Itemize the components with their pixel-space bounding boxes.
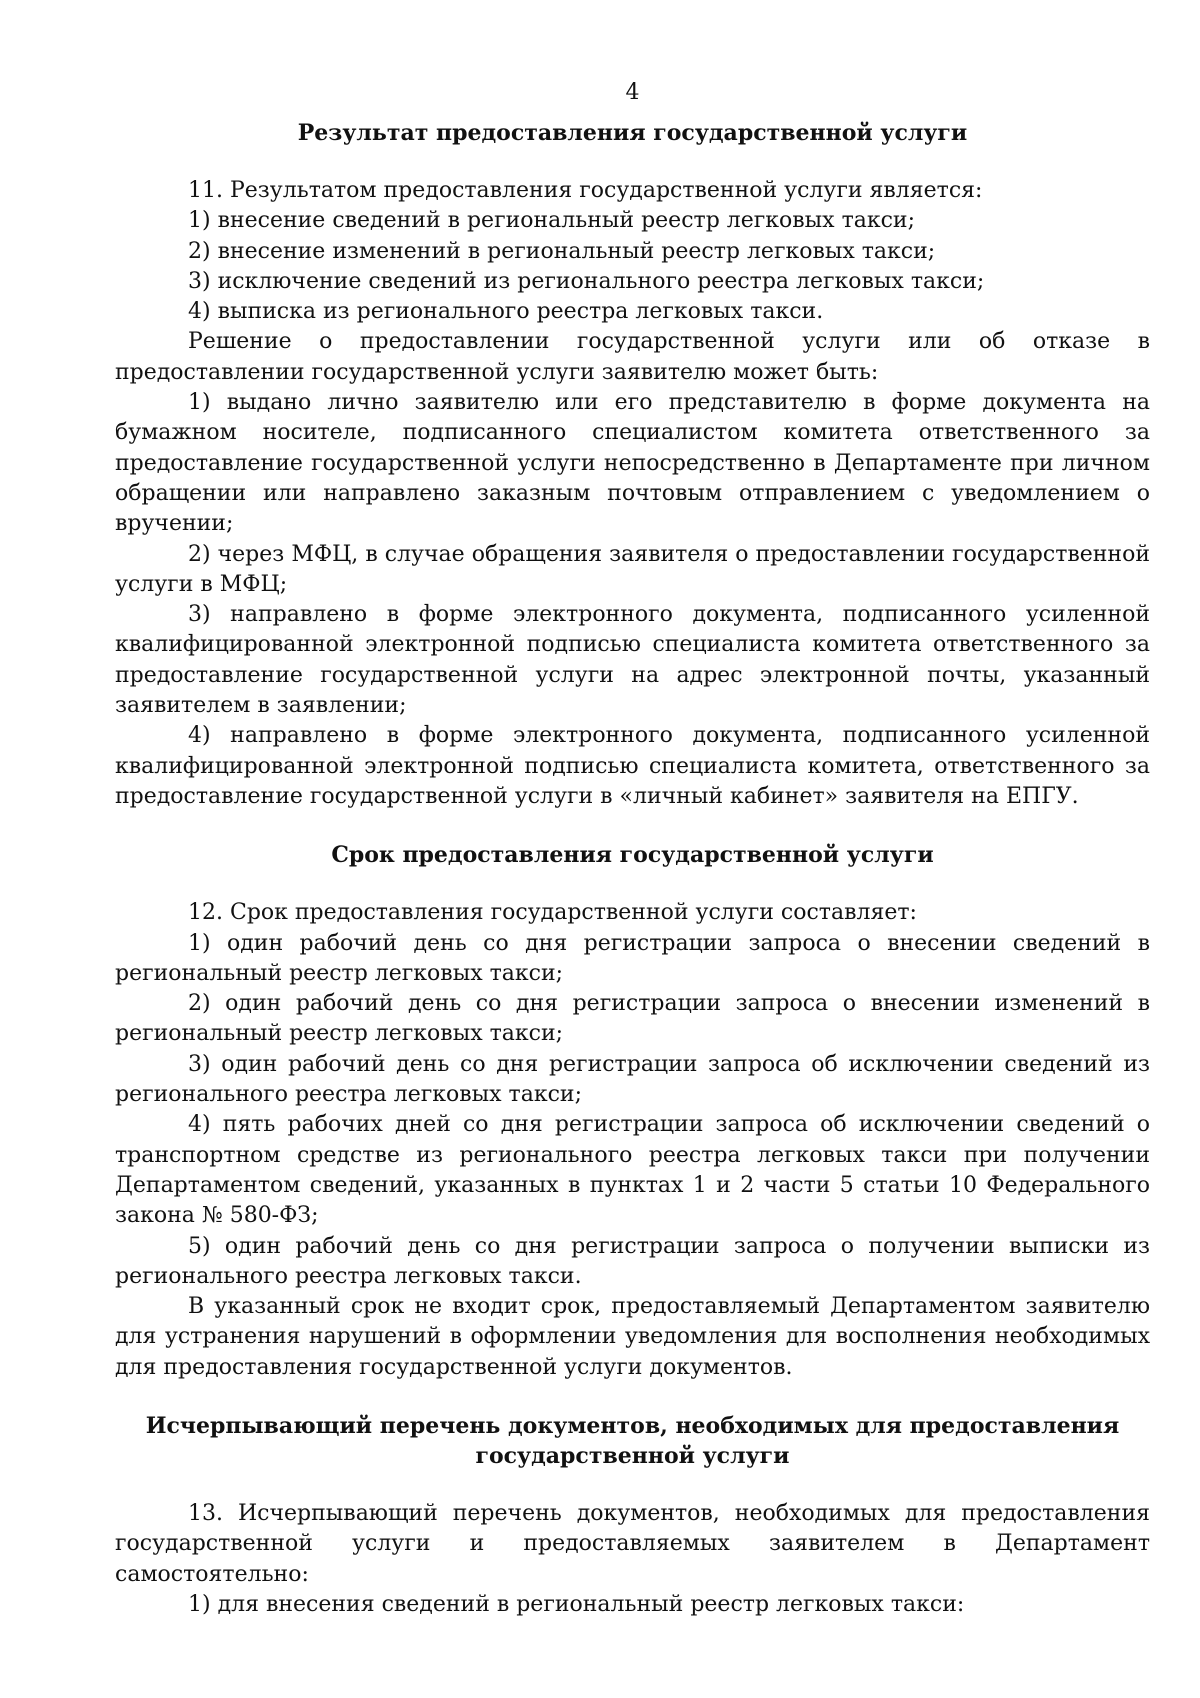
paragraph: 1) выдано лично заявителю или его представителю в форме документа на бумажном носителе, подписанного специалистом комитета ответственного за предоставление государственной услуги непосредственно в Департаменте при личном обращении или направлено заказным почтовым отправлением с уведомлением о вручении; [115,390,1150,537]
document-page [115,78,1150,1620]
paragraph: 3) исключение сведений из регионального реестра легковых такси; [188,268,985,294]
section-result [115,176,1150,812]
paragraph: 2) внесение изменений в региональный реестр легковых такси; [188,238,936,264]
section-term [115,898,1150,1383]
paragraph: 12. Срок предоставления государственной услуги составляет: [188,900,917,926]
section-heading-term: Срок предоставления государственной услуги [331,842,934,869]
paragraph: 5) один рабочий день со дня регистрации запроса о получении выписки из регионального реестра легковых такси. [115,1233,1150,1289]
paragraph: 4) выписка из регионального реестра легковых такси. [188,299,824,325]
paragraph: 1) один рабочий день со дня регистрации запроса о внесении сведений в региональный реестр легковых такси; [115,930,1150,986]
paragraph: 13. Исчерпывающий перечень документов, необходимых для предоставления государственной услуги и предоставляемых заявителем в Департамент самостоятельно: [115,1500,1150,1587]
section-heading-result: Результат предоставления государственной услуги [297,120,968,146]
paragraph: 4) пять рабочих дней со дня регистрации запроса об исключении сведений о транспортном средстве из регионального реестра легковых такси при получении Департаментом сведений, указанных в пунктах 1 и 2 части 5 статьи 10 Федерального закона № 580-ФЗ; [115,1112,1150,1229]
paragraph: Решение о предоставлении государственной услуги или об отказе в предоставлении государственной услуги заявителю может быть: [115,329,1150,385]
paragraph: 2) один рабочий день со дня регистрации запроса о внесении изменений в региональный реестр легковых такси; [115,991,1150,1047]
paragraph: 4) направлено в форме электронного документа, подписанного усиленной квалифицированной электронной подписью специалиста комитета, ответственного за предоставление государственной услуги в «личный кабинет» заявителя на ЕПГУ. [115,723,1150,809]
section-documents [115,1499,1150,1620]
paragraph: 3) один рабочий день со дня регистрации запроса об исключении сведений из регионального реестра легковых такси; [115,1051,1150,1108]
paragraph: 1) внесение сведений в региональный реестр легковых такси; [188,208,916,234]
paragraph: В указанный срок не входит срок, предоставляемый Департаментом заявителю для устранения нарушений в оформлении уведомления для восполнения необходимых для предоставления государственной услуги документов. [115,1294,1150,1380]
paragraph: 1) для внесения сведений в региональный реестр легковых такси: [188,1591,965,1617]
paragraph: 3) направлено в форме электронного документа, подписанного усиленной квалифицированной электронной подписью специалиста комитета ответственного за предоставление государственной услуги на адрес электронной почты, указанный заявителем в заявлении; [115,602,1150,719]
paragraph: 2) через МФЦ, в случае обращения заявителя о предоставлении государственной услуги в МФЦ; [115,541,1150,597]
section-heading-documents-line1: Исчерпывающий перечень документов, необходимых для предоставления [145,1412,1120,1439]
section-heading-documents-line2: государственной услуги [475,1442,790,1469]
page-number: 4 [625,80,640,105]
section-heading-documents [115,1411,1150,1471]
paragraph: 11. Результатом предоставления государственной услуги является: [188,178,983,203]
